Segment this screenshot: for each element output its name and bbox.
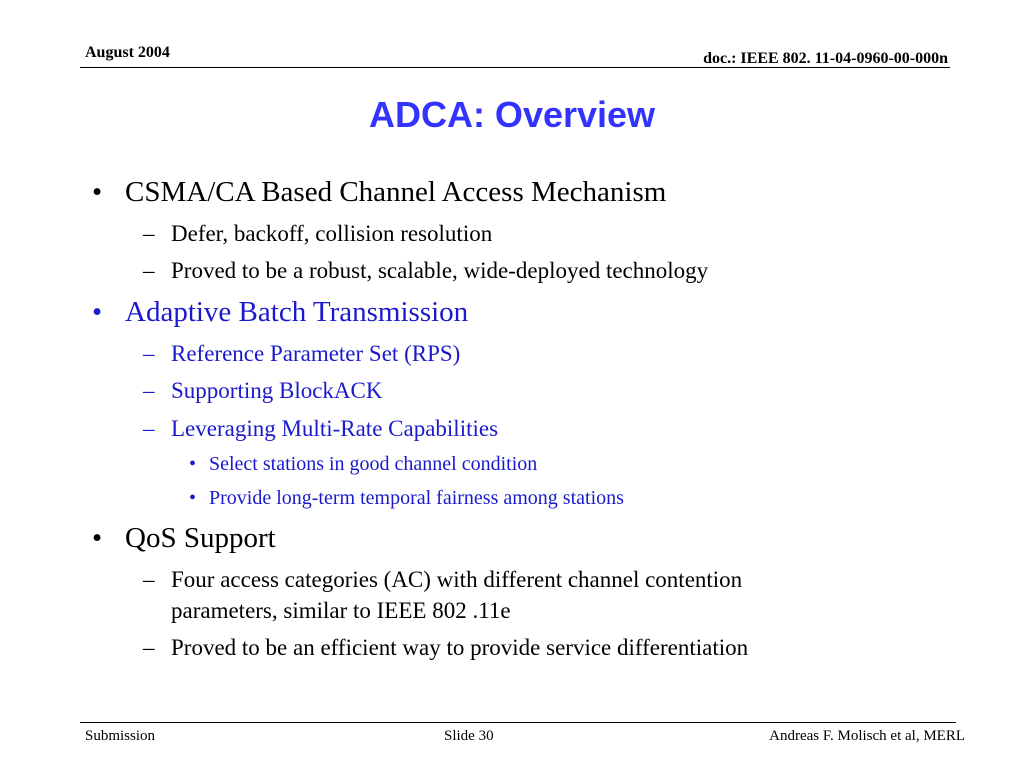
header-divider (80, 67, 950, 68)
bullet-1-text: CSMA/CA Based Channel Access Mechanism (125, 176, 667, 208)
footer-slide-number: Slide 30 (444, 728, 494, 744)
sub-bullet-3-1-text: Four access categories (AC) with different channel contention (171, 567, 743, 592)
sub-sub-bullet-1-text: Select stations in good channel condition (209, 453, 538, 475)
footer-submission: Submission (85, 728, 156, 744)
sub-bullet-3-1-text-cont: parameters, similar to IEEE 802 .11e (171, 598, 511, 623)
sub-bullet-2-3-text: Leveraging Multi-Rate Capabilities (171, 416, 499, 441)
sub-sub-bullet-2-marker: • (189, 487, 197, 509)
sub-bullet-1-2-marker: – (143, 258, 155, 283)
bullet-1-marker: • (92, 176, 103, 208)
footer-author: Andreas F. Molisch et al, MERL (769, 728, 965, 744)
sub-sub-bullet-2-text: Provide long-term temporal fairness among stations (209, 487, 624, 509)
header-date: August 2004 (85, 44, 170, 61)
bullet-2-marker: • (92, 296, 103, 328)
sub-bullet-2-2-marker: – (143, 378, 155, 403)
sub-bullet-3-1-marker: – (143, 567, 155, 592)
slide-title: ADCA: Overview (368, 94, 656, 135)
sub-bullet-2-1-marker: – (143, 341, 155, 366)
bullet-3-marker: • (92, 522, 103, 554)
footer-divider (80, 722, 956, 723)
bullet-3-text: QoS Support (125, 522, 276, 554)
bullet-2-text: Adaptive Batch Transmission (125, 296, 469, 328)
sub-bullet-1-1-text: Defer, backoff, collision resolution (171, 221, 493, 246)
sub-bullet-2-2-text: Supporting BlockACK (171, 378, 383, 403)
sub-bullet-3-2-marker: – (143, 635, 155, 660)
sub-bullet-2-3-marker: – (143, 416, 155, 441)
sub-bullet-1-1-marker: – (143, 221, 155, 246)
sub-bullet-2-1-text: Reference Parameter Set (RPS) (171, 341, 461, 366)
sub-sub-bullet-1-marker: • (189, 453, 197, 475)
header-doc-id: doc.: IEEE 802. 11-04-0960-00-000n (703, 50, 948, 67)
sub-bullet-3-2-text: Proved to be an efficient way to provide service differentiation (171, 635, 749, 660)
sub-bullet-1-2-text: Proved to be a robust, scalable, wide-deployed technology (171, 258, 709, 283)
